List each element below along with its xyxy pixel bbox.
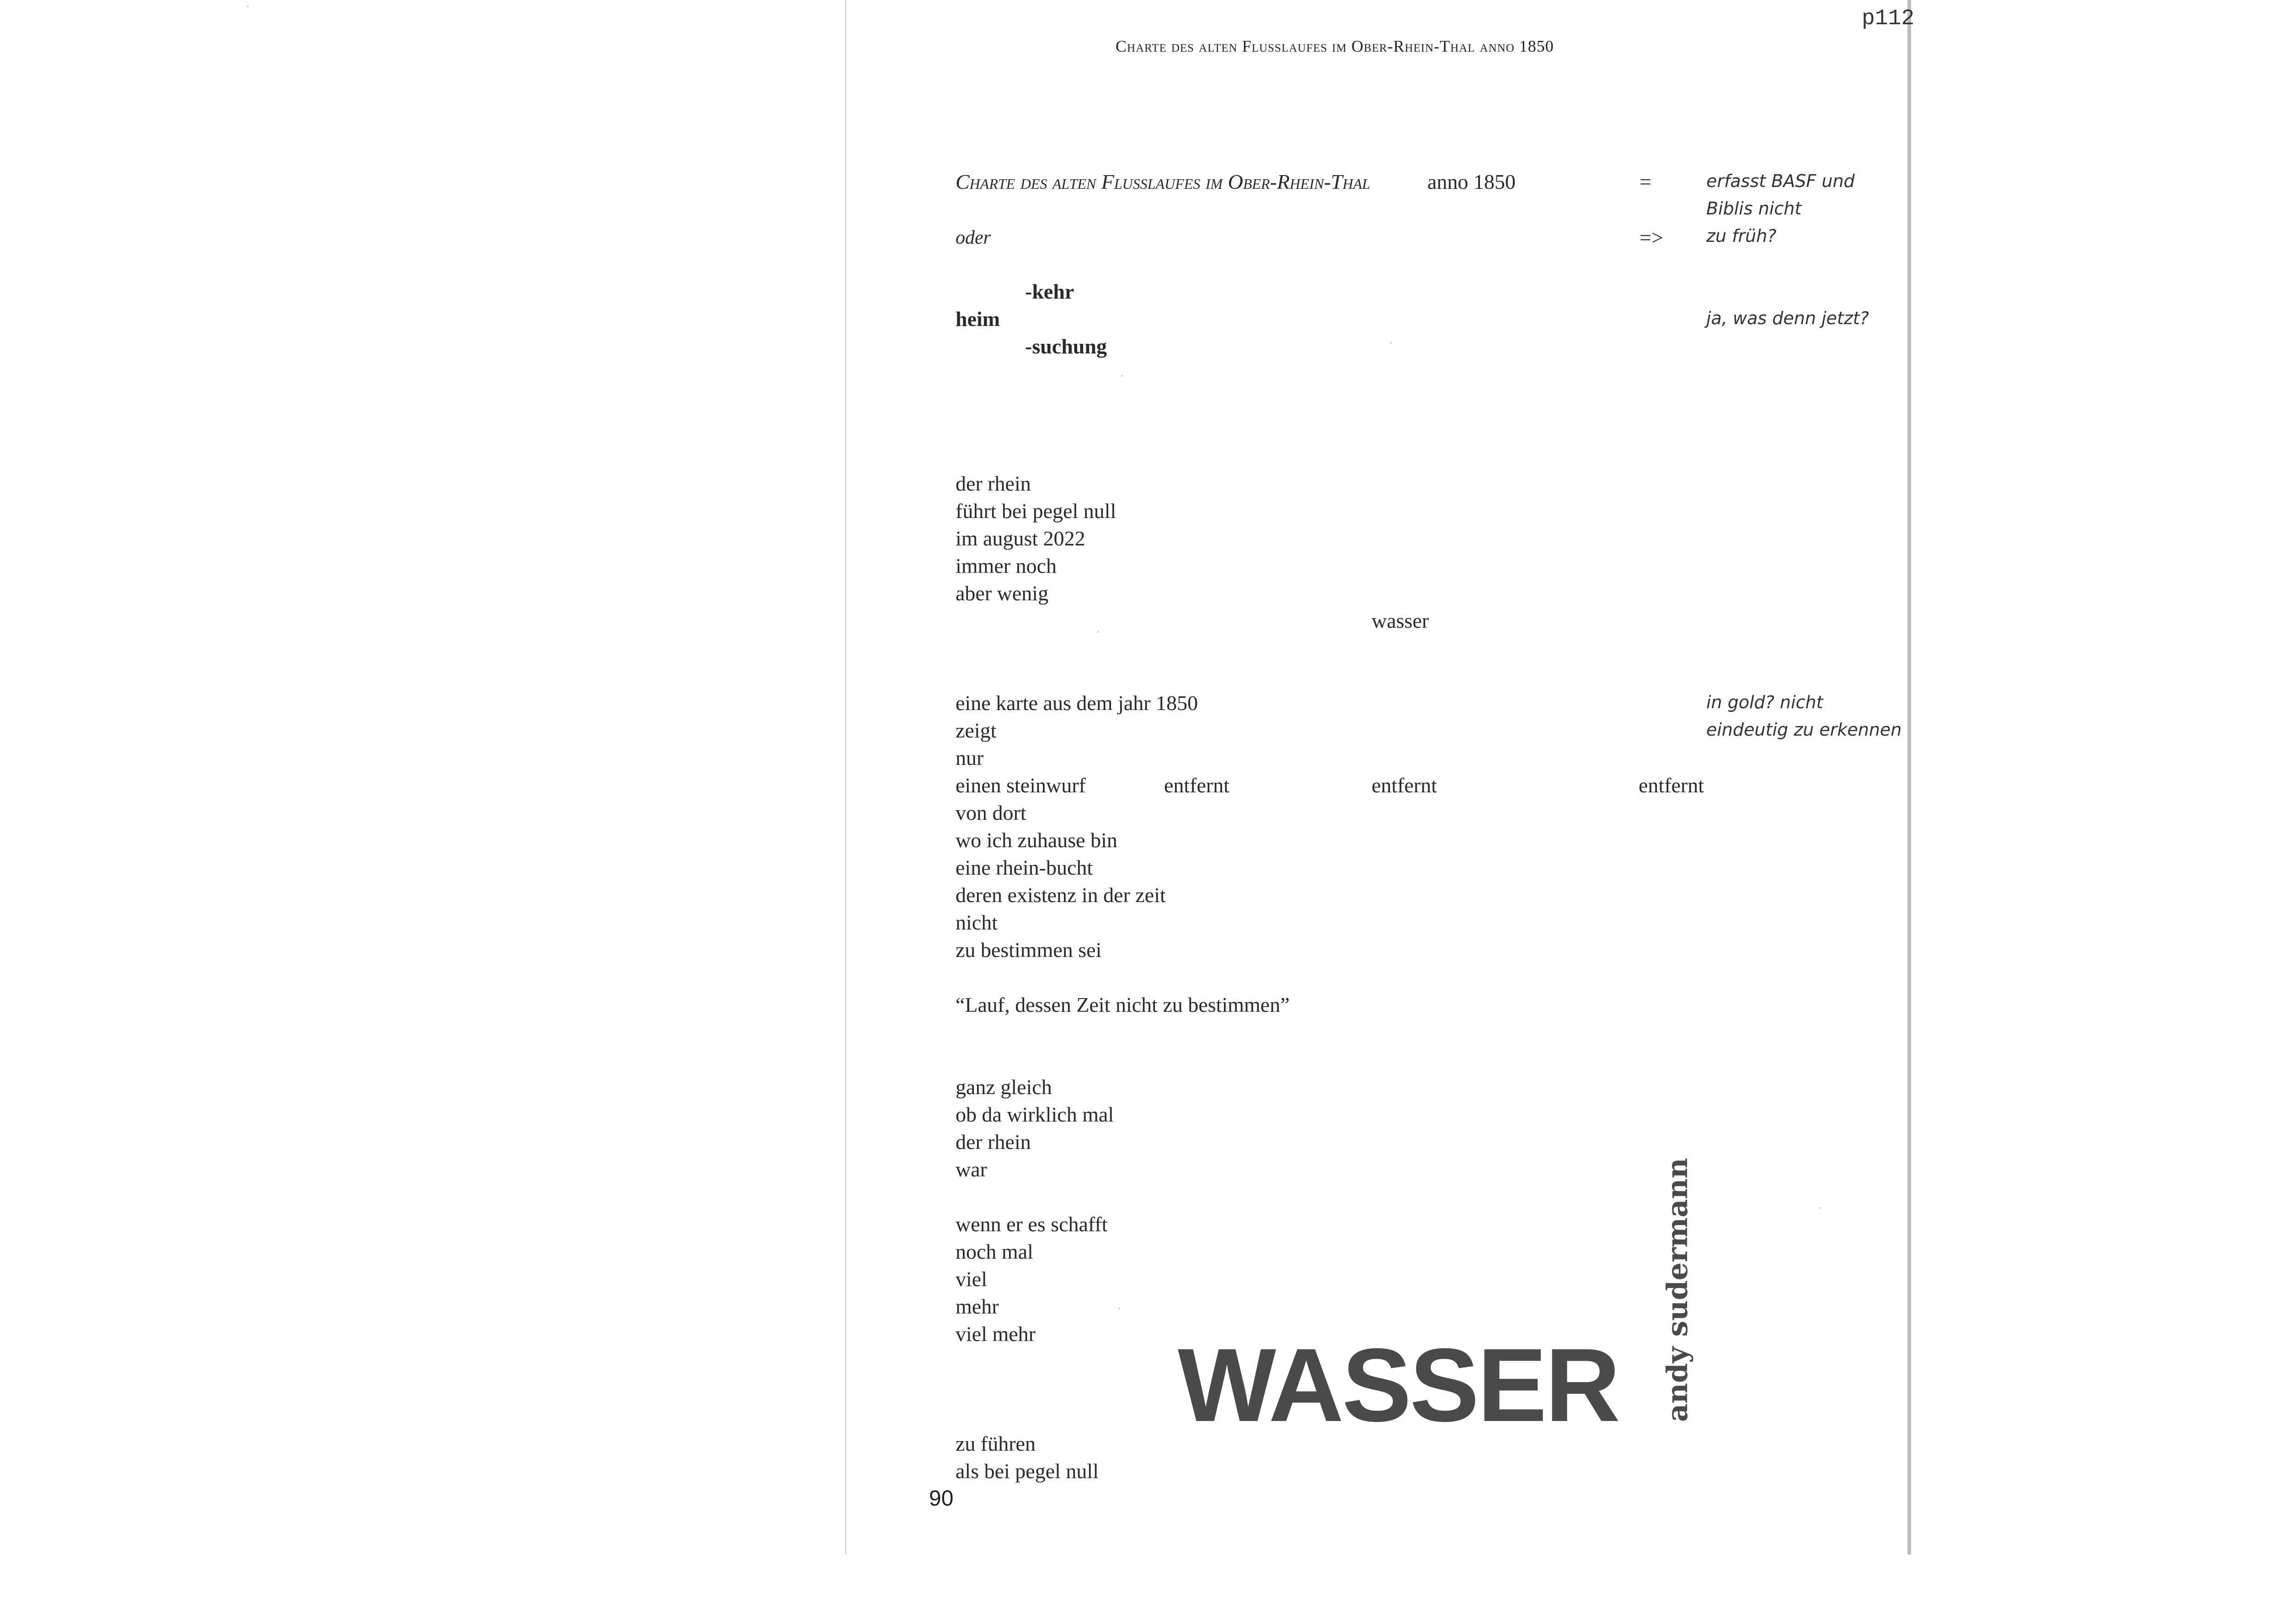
- poem-line: immer noch: [956, 554, 1057, 577]
- author-name: andy sudermann: [1661, 1158, 1694, 1422]
- book-title-wasser: WASSER: [1178, 1327, 1619, 1443]
- poem-line: viel mehr: [956, 1322, 1036, 1346]
- scan-speck: [1121, 375, 1123, 377]
- poem-line: nicht: [956, 911, 998, 934]
- page-corner-label: p112: [1862, 6, 1915, 31]
- poem-line: der rhein: [956, 1130, 1031, 1154]
- margin-note-zu-frueh: zu früh?: [1706, 226, 1777, 246]
- poem-title: [956, 168, 1370, 196]
- poem-line: als bei pegel null: [956, 1459, 1099, 1483]
- quote-line: “Lauf, dessen Zeit nicht zu bestimmen”: [956, 993, 1290, 1016]
- poem-line: wenn er es schafft: [956, 1213, 1108, 1236]
- poem-line: einen steinwurf: [956, 774, 1086, 797]
- oder-word: oder: [956, 227, 991, 248]
- poem-line: deren existenz in der zeit: [956, 883, 1166, 907]
- poem-line: noch mal: [956, 1240, 1033, 1263]
- stanza-4: [956, 1211, 1108, 1348]
- stanza-1: [956, 470, 1116, 607]
- scan-speck: [1820, 1207, 1821, 1209]
- compound-base: heim: [956, 307, 1000, 331]
- stanza-3: [956, 1074, 1114, 1183]
- poem-title-text: Charte des alten Flusslaufes im Ober-Rhein-Thal: [956, 170, 1370, 193]
- page-number: 90: [929, 1486, 954, 1511]
- poem-line: zeigt: [956, 719, 997, 742]
- scan-speck: [1390, 342, 1392, 344]
- arrow-sign: =>: [1640, 226, 1663, 249]
- entfernt-1: entfernt: [1164, 774, 1230, 797]
- entfernt-2: entfernt: [1372, 774, 1437, 797]
- stanza-2: [956, 689, 1198, 964]
- entfernt-3: entfernt: [1639, 774, 1704, 797]
- compound-top: -kehr: [1025, 280, 1074, 303]
- poem-line: viel: [956, 1267, 987, 1291]
- poem-line: ob da wirklich mal: [956, 1103, 1114, 1126]
- poem-line: mehr: [956, 1295, 999, 1318]
- scan-speck: [1118, 1308, 1120, 1309]
- stanza-5: [956, 1430, 1099, 1485]
- scan-speck: [247, 5, 249, 7]
- margin-note-eindeutig: eindeutig zu erkennen: [1706, 720, 1902, 740]
- poem-line: von dort: [956, 801, 1026, 824]
- poem-line: aber wenig: [956, 582, 1049, 605]
- poem-line: zu führen: [956, 1432, 1036, 1455]
- poem-line: wo ich zuhause bin: [956, 828, 1117, 852]
- poem-line: nur: [956, 746, 984, 769]
- margin-note-basf: erfasst BASF und: [1706, 171, 1855, 191]
- scan-speck: [1097, 631, 1099, 633]
- margin-note-was-denn: ja, was denn jetzt?: [1706, 308, 1869, 328]
- poem-line: zu bestimmen sei: [956, 938, 1102, 962]
- wasser-word: wasser: [1372, 609, 1429, 632]
- poem-title-year: anno 1850: [1427, 170, 1516, 193]
- poem-line: ganz gleich: [956, 1075, 1052, 1099]
- poem-line: der rhein: [956, 472, 1031, 495]
- poem-line: eine rhein-bucht: [956, 856, 1093, 879]
- margin-note-biblis: Biblis nicht: [1706, 198, 1802, 219]
- poem-line: im august 2022: [956, 527, 1085, 550]
- poem-line: war: [956, 1158, 987, 1181]
- compound-bottom: -suchung: [1025, 335, 1107, 358]
- poem-line: führt bei pegel null: [956, 499, 1116, 523]
- running-head: Charte des alten Flusslaufes im Ober-Rhein-Thal anno 1850: [1116, 37, 1554, 55]
- poem-line: eine karte aus dem jahr 1850: [956, 691, 1198, 715]
- page-edge: [1907, 0, 1911, 1555]
- margin-note-gold: in gold? nicht: [1706, 692, 1823, 712]
- equals-sign: =: [1640, 170, 1651, 193]
